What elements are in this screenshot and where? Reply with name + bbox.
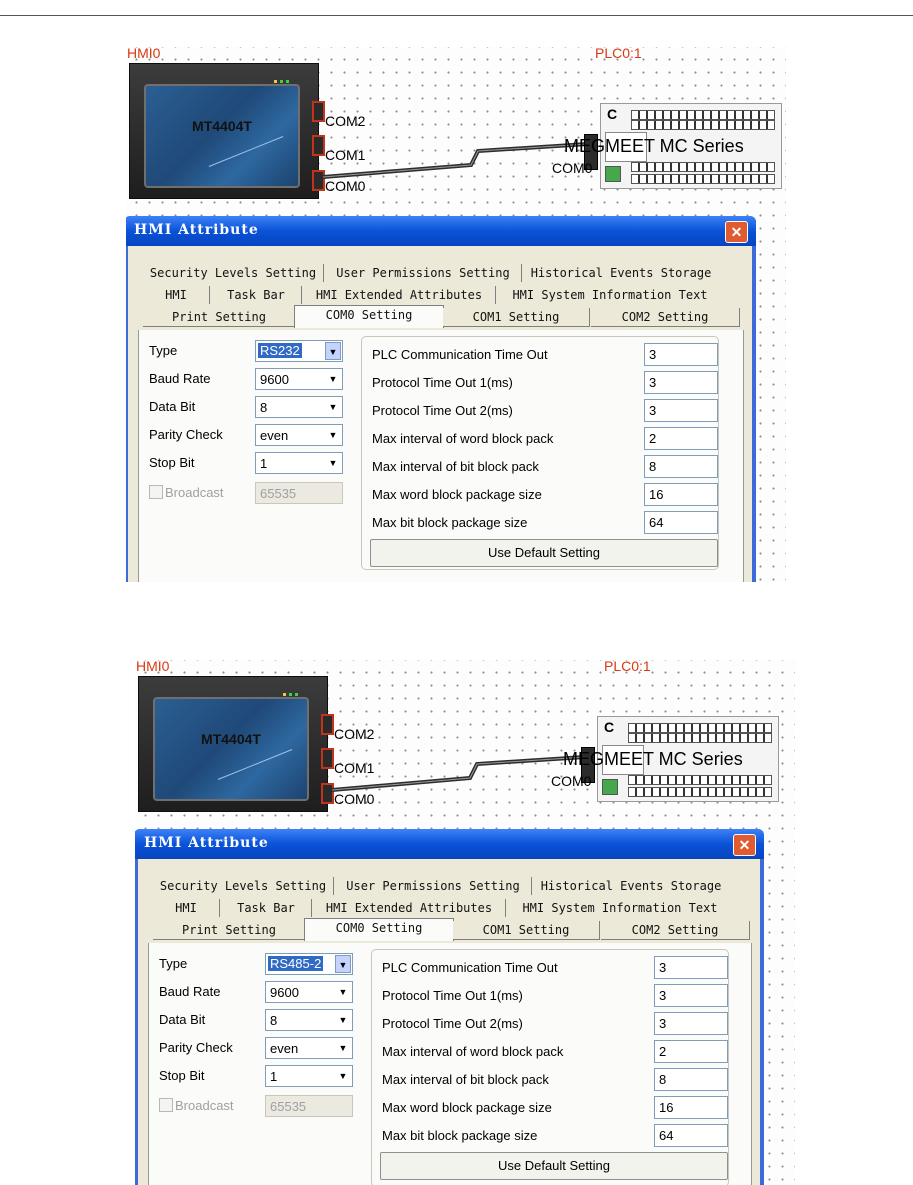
timing-group [371, 949, 729, 1185]
close-icon[interactable]: ✕ [725, 221, 748, 243]
parity-check-value: even [270, 1041, 299, 1056]
data-bit-value: 8 [270, 1013, 278, 1028]
param-label: Max word block package size [372, 487, 542, 502]
param-row [372, 371, 712, 393]
tab-print-setting[interactable]: Print Setting [153, 921, 306, 940]
param-value: 16 [659, 1100, 674, 1115]
use-default-setting-button[interactable]: Use Default Setting [370, 539, 718, 567]
plc-name: MEGMEET MC Series [564, 136, 744, 156]
stop-bit-label: Stop Bit [159, 1068, 205, 1083]
port-label: COM2 [334, 726, 375, 742]
terminal-icon [605, 166, 621, 182]
checkbox-icon[interactable] [159, 1098, 173, 1112]
param-value: 3 [659, 1016, 667, 1031]
param-label: Max word block package size [382, 1100, 552, 1115]
param-row [382, 1012, 722, 1034]
port-label: COM0 [334, 791, 375, 807]
word-block-size-input[interactable] [654, 1096, 728, 1119]
dialog-title: HMI Attribute [134, 222, 259, 238]
tab-hmi[interactable]: HMI [143, 286, 210, 304]
param-row [372, 399, 712, 421]
param-row [382, 1124, 722, 1146]
page-header-rule [0, 15, 913, 16]
bit-block-interval-input[interactable] [644, 455, 718, 478]
tab-user-permissions[interactable]: User Permissions Setting [325, 264, 522, 282]
parity-check-value: even [260, 428, 289, 443]
broadcast-input [265, 1095, 353, 1117]
tab-hmi[interactable]: HMI [153, 899, 220, 917]
broadcast-input [255, 482, 343, 504]
param-value: 3 [649, 403, 657, 418]
param-label: Max interval of word block pack [382, 1044, 564, 1059]
param-row [372, 455, 712, 477]
param-row [372, 427, 712, 449]
hmi-label: HMI0 [127, 47, 161, 61]
plc-name: MEGMEET MC Series [563, 749, 743, 769]
param-row [372, 343, 712, 365]
plc-timeout-input[interactable] [644, 343, 718, 366]
protocol-timeout-1-input[interactable] [654, 984, 728, 1007]
checkbox-icon[interactable] [149, 485, 163, 499]
bit-block-size-input[interactable] [654, 1124, 728, 1147]
plc-port-label: COM0 [552, 160, 593, 176]
type-select[interactable] [255, 340, 343, 362]
protocol-timeout-1-input[interactable] [644, 371, 718, 394]
param-label: Protocol Time Out 1(ms) [372, 375, 513, 390]
parity-check-label: Parity Check [149, 427, 223, 442]
param-value: 3 [649, 347, 657, 362]
baud-rate-select[interactable] [255, 368, 343, 390]
chevron-down-icon[interactable]: ▼ [325, 342, 341, 360]
param-row [382, 1040, 722, 1062]
param-row [382, 1068, 722, 1090]
tab-hmi-system-info[interactable]: HMI System Information Text [522, 901, 718, 915]
param-label: Max bit block package size [372, 515, 528, 530]
tab-historical-events[interactable]: Historical Events Storage [530, 266, 712, 280]
tab-task-bar[interactable]: Task Bar [211, 286, 302, 304]
param-label: Max interval of bit block pack [372, 459, 539, 474]
plc-timeout-input[interactable] [654, 956, 728, 979]
param-value: 3 [649, 375, 657, 390]
word-block-size-input[interactable] [644, 483, 718, 506]
screenshot-panel-1 [126, 47, 786, 582]
broadcast-label: Broadcast [165, 485, 224, 500]
tab-user-permissions[interactable]: User Permissions Setting [335, 877, 532, 895]
baud-rate-value: 9600 [270, 985, 299, 1000]
data-bit-select[interactable] [255, 396, 343, 418]
screenshot-panel-2 [135, 660, 795, 1185]
tab-hmi-system-info[interactable]: HMI System Information Text [512, 288, 708, 302]
parity-check-label: Parity Check [159, 1040, 233, 1055]
word-block-interval-input[interactable] [644, 427, 718, 450]
param-value: 64 [659, 1128, 674, 1143]
tab-hmi-extended[interactable]: HMI Extended Attributes [313, 899, 506, 917]
stop-bit-value: 1 [260, 456, 268, 471]
com0-settings-pane [148, 943, 752, 1185]
param-label: Max interval of word block pack [372, 431, 554, 446]
tab-com0-setting[interactable]: COM0 Setting [304, 918, 454, 941]
broadcast-label: Broadcast [175, 1098, 234, 1113]
type-value: RS232 [260, 343, 300, 358]
tab-com2-setting[interactable]: COM2 Setting [591, 308, 740, 327]
use-default-setting-button[interactable]: Use Default Setting [380, 1152, 728, 1180]
stop-bit-value: 1 [270, 1069, 278, 1084]
tab-com1-setting[interactable]: COM1 Setting [453, 921, 600, 940]
hmi-model: MT4404T [192, 118, 252, 134]
type-label: Type [159, 956, 188, 971]
tab-historical-events[interactable]: Historical Events Storage [540, 879, 722, 893]
baud-rate-select[interactable] [265, 981, 353, 1003]
data-bit-select[interactable] [265, 1009, 353, 1031]
chevron-down-icon[interactable]: ▼ [328, 374, 338, 384]
dialog-titlebar[interactable] [126, 216, 756, 246]
param-row [372, 511, 712, 533]
stop-bit-select[interactable] [255, 452, 343, 474]
baud-rate-label: Baud Rate [149, 371, 211, 386]
tab-print-setting[interactable]: Print Setting [143, 308, 296, 327]
param-value: 64 [649, 515, 664, 530]
chevron-down-icon[interactable]: ▼ [338, 1043, 348, 1053]
stop-bit-select[interactable] [265, 1065, 353, 1087]
param-row [372, 483, 712, 505]
param-label: Max interval of bit block pack [382, 1072, 549, 1087]
param-row [382, 956, 722, 978]
tab-security-levels[interactable]: Security Levels Setting [153, 877, 334, 895]
tab-com0-setting[interactable]: COM0 Setting [294, 305, 444, 328]
data-bit-label: Data Bit [149, 399, 196, 414]
baud-rate-label: Baud Rate [159, 984, 221, 999]
tab-com1-setting[interactable]: COM1 Setting [443, 308, 590, 327]
dialog-title: HMI Attribute [144, 835, 269, 851]
stop-bit-label: Stop Bit [149, 455, 195, 470]
param-label: PLC Communication Time Out [382, 960, 558, 975]
chevron-down-icon[interactable]: ▼ [338, 1071, 348, 1081]
protocol-timeout-2-input[interactable] [654, 1012, 728, 1035]
port-label: COM1 [334, 760, 375, 776]
port-label: COM0 [325, 178, 366, 194]
param-label: PLC Communication Time Out [372, 347, 548, 362]
broadcast-value: 65535 [270, 1099, 307, 1114]
plc-label: PLC0:1 [604, 660, 651, 674]
dialog-client [128, 246, 752, 582]
plc-port-label: COM0 [551, 773, 592, 789]
param-value: 2 [649, 431, 657, 446]
chevron-down-icon[interactable]: ▼ [335, 955, 351, 973]
baud-rate-value: 9600 [260, 372, 289, 387]
tab-hmi-extended[interactable]: HMI Extended Attributes [303, 286, 496, 304]
chevron-down-icon[interactable]: ▼ [328, 458, 338, 468]
plc-logo-icon: C [604, 719, 615, 735]
protocol-timeout-2-input[interactable] [644, 399, 718, 422]
hmi-label: HMI0 [136, 660, 170, 674]
param-value: 3 [659, 960, 667, 975]
plc-logo-icon: C [607, 106, 618, 122]
com0-settings-pane [138, 330, 744, 582]
hmi-model: MT4404T [201, 731, 261, 747]
dialog-client [138, 859, 760, 1185]
tab-com2-setting[interactable]: COM2 Setting [601, 921, 750, 940]
param-row [382, 984, 722, 1006]
param-value: 8 [659, 1072, 667, 1087]
type-label: Type [149, 343, 178, 358]
tab-security-levels[interactable]: Security Levels Setting [143, 264, 324, 282]
chevron-down-icon[interactable]: ▼ [328, 402, 338, 412]
param-label: Protocol Time Out 1(ms) [382, 988, 523, 1003]
param-label: Protocol Time Out 2(ms) [382, 1016, 523, 1031]
type-value: RS485-2 [270, 956, 322, 971]
chevron-down-icon[interactable]: ▼ [338, 987, 348, 997]
plc-label: PLC0:1 [595, 47, 642, 61]
close-icon[interactable]: ✕ [733, 834, 756, 856]
port-label: COM1 [325, 147, 366, 163]
bit-block-interval-input[interactable] [654, 1068, 728, 1091]
param-value: 3 [659, 988, 667, 1003]
word-block-interval-input[interactable] [654, 1040, 728, 1063]
parity-check-select[interactable] [255, 424, 343, 446]
port-label: COM2 [325, 113, 366, 129]
parity-check-select[interactable] [265, 1037, 353, 1059]
dialog-titlebar[interactable] [135, 829, 764, 859]
param-label: Protocol Time Out 2(ms) [372, 403, 513, 418]
param-value: 16 [649, 487, 664, 502]
hmi-attribute-dialog [135, 829, 764, 1185]
chevron-down-icon[interactable]: ▼ [338, 1015, 348, 1025]
timing-group [361, 336, 719, 570]
param-value: 2 [659, 1044, 667, 1059]
chevron-down-icon[interactable]: ▼ [328, 430, 338, 440]
terminal-icon [602, 779, 618, 795]
param-value: 8 [649, 459, 657, 474]
param-label: Max bit block package size [382, 1128, 538, 1143]
hmi-attribute-dialog [126, 216, 756, 582]
tab-task-bar[interactable]: Task Bar [221, 899, 312, 917]
type-select[interactable] [265, 953, 353, 975]
bit-block-size-input[interactable] [644, 511, 718, 534]
data-bit-label: Data Bit [159, 1012, 206, 1027]
data-bit-value: 8 [260, 400, 268, 415]
param-row [382, 1096, 722, 1118]
broadcast-value: 65535 [260, 486, 297, 501]
